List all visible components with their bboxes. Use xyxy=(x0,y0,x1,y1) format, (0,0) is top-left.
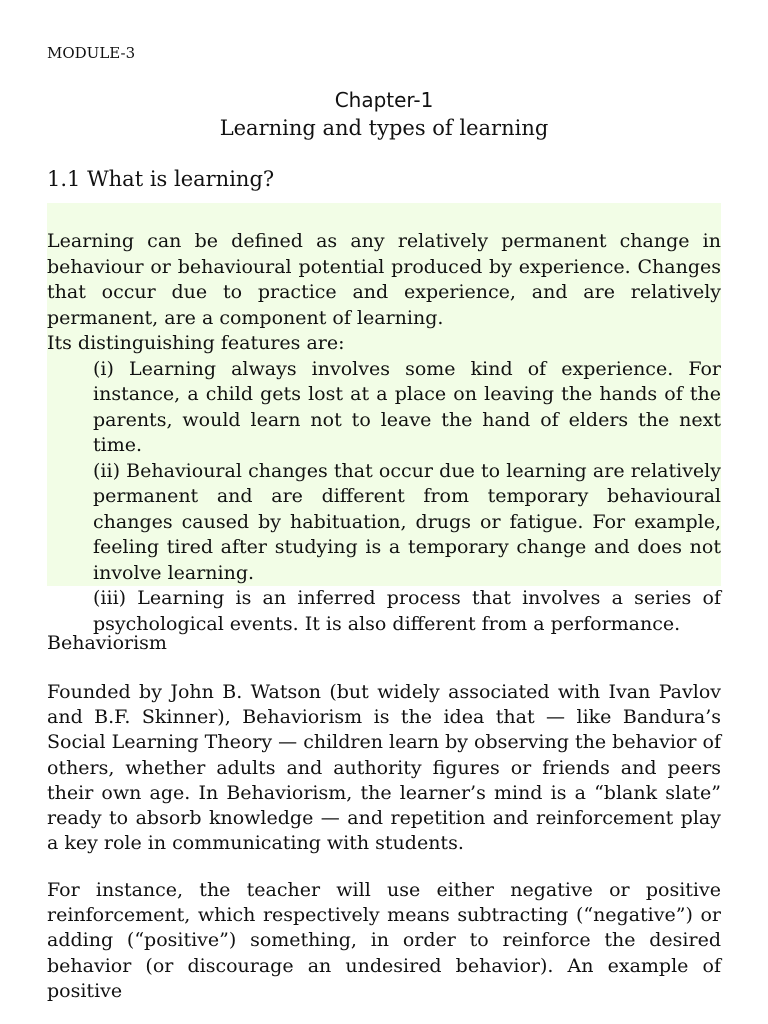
feature-item-3: (iii) Learning is an inferred process that involves a series of psychological events. It is also different from a performance. xyxy=(93,587,721,635)
definition-paragraph: Learning can be defined as any relatively permanent change in behaviour or behavioural potential produced by experience. Changes that occur due to practice and experience, and are relatively permanent, are a component of learning. xyxy=(47,230,721,329)
behaviorism-paragraph-1: Founded by John B. Watson (but widely associated with Ivan Pavlov and B.F. Skinner), Behaviorism is the idea that — like Bandura’s Social Learning Theory — children learn by observing the behavior of others, whether adults and authority figures or friends and peers their own age. In Behaviorism, the learner’s mind is a “blank slate” ready to absorb knowledge — and repetition and reinforcement play a key role in communicating with students. xyxy=(47,681,721,855)
behaviorism-heading: Behaviorism xyxy=(47,632,167,654)
feature-item-2: (ii) Behavioural changes that occur due to learning are relatively permanent and are different from temporary behavioural changes caused by habituation, drugs or fatigue. For example, feeling tired after studying is a temporary change and does not involve learning. xyxy=(93,459,721,584)
behaviorism-paragraph-2: For instance, the teacher will use either negative or positive reinforcement, which respectively means subtracting (“negative”) or adding (“positive”) something, in order to reinforce the desired behavior (or discourage an undesired behavior). An example of positive xyxy=(47,879,721,1002)
features-intro: Its distinguishing features are: xyxy=(47,332,345,354)
chapter-title: Learning and types of learning xyxy=(219,116,549,140)
feature-item-1: (i) Learning always involves some kind of experience. For instance, a child gets lost at a place on leaving the hands of the parents, would learn not to leave the hand of elders the next time. xyxy=(93,357,721,456)
chapter-number: Chapter-1 xyxy=(334,88,434,112)
section-heading: 1.1 What is learning? xyxy=(47,167,275,191)
learning-definition-block xyxy=(47,229,721,637)
module-label: MODULE-3 xyxy=(47,44,136,62)
